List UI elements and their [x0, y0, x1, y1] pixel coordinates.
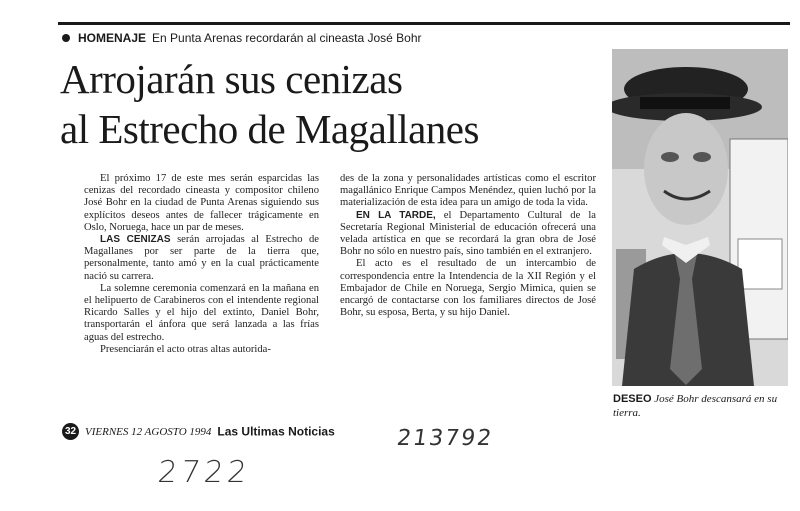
top-rule [58, 22, 790, 25]
kicker-text: En Punta Arenas recordarán al cineasta José Bohr [152, 31, 422, 45]
caption-text: José Bohr descansará en su tierra. [613, 393, 778, 419]
paragraph-text: serán arrojadas al Estrecho de Magallanes por ser parte de la tierra que, personalmente, tanto amó y en la cual prácticamente nació su carrera. [84, 234, 320, 282]
paragraph-text: El próximo 17 de este mes serán esparcidas las cenizas del recordado cineasta y compositor chileno José Bohr en la ciudad de Punta Arenas siguiendo sus explícitos deseos antes de fallecer trágicamente en Oslo, Noruega, hace un par de meses. [84, 173, 319, 233]
paragraph-text: Presenciarán el acto otras altas autorida- [100, 343, 271, 355]
paragraph-text: La solemne ceremonia comenzará en la mañana en el helipuerto de Carabineros con el intendente regional Ricardo Salles y el hijo del extinto, Daniel Bohr, transportarán el ánfora que será lanzada a las frías aguas del estrecho. [84, 282, 319, 343]
portrait-photo [612, 49, 788, 386]
article-column-2 [340, 173, 596, 319]
headline [60, 54, 600, 154]
portrait-illustration [612, 49, 788, 386]
headline-line-2: al Estrecho de Magallanes [60, 106, 479, 152]
paragraph [84, 173, 319, 234]
handwritten-number: 213792 [395, 426, 495, 451]
article-column-1 [84, 173, 319, 356]
caption-label: DESEO [613, 393, 652, 405]
paragraph-text: el Departamento Cultural de la Secretaría Regional Ministerial de educación ofrecerá una velada artística en que se recordará la gran obra de José Bohr no sólo en nuestro país, sino también en el extranjero. [340, 209, 596, 258]
paragraph [340, 258, 596, 319]
paragraph [84, 234, 319, 283]
paragraph-lead: EN LA TARDE, [356, 209, 436, 221]
photo-caption [613, 392, 793, 420]
page-footer [62, 423, 335, 440]
handwritten-number: 2722 [156, 455, 253, 490]
kicker [62, 31, 422, 45]
headline-line-1: Arrojarán sus cenizas [60, 56, 403, 102]
issue-date: VIERNES 12 AGOSTO 1994 [85, 425, 212, 438]
paragraph [84, 283, 319, 344]
paragraph [340, 210, 596, 259]
paragraph-text: des de la zona y personalidades artísticas como el escritor magallánico Enrique Campos Menéndez, quien luchó por la materialización de esta idea para un amigo de toda la vida. [340, 173, 596, 209]
newspaper-name: Las Ultimas Noticias [217, 424, 335, 439]
paragraph-text: El acto es el resultado de un intercambio de correspondencia entre la Intendencia de la XII Región y el Embajador de Chile en Noruega, Sergio Mimica, quien se encargó de contactarse con los familiares directos de José Bohr, su esposa, Berta, y su hijo Daniel. [340, 258, 596, 319]
paragraph [340, 173, 596, 210]
paragraph-lead: LAS CENIZAS [100, 234, 171, 246]
kicker-section: HOMENAJE [78, 31, 147, 45]
page-number-badge: 32 [62, 423, 79, 440]
bullet-icon [62, 34, 70, 42]
paragraph [84, 344, 319, 356]
